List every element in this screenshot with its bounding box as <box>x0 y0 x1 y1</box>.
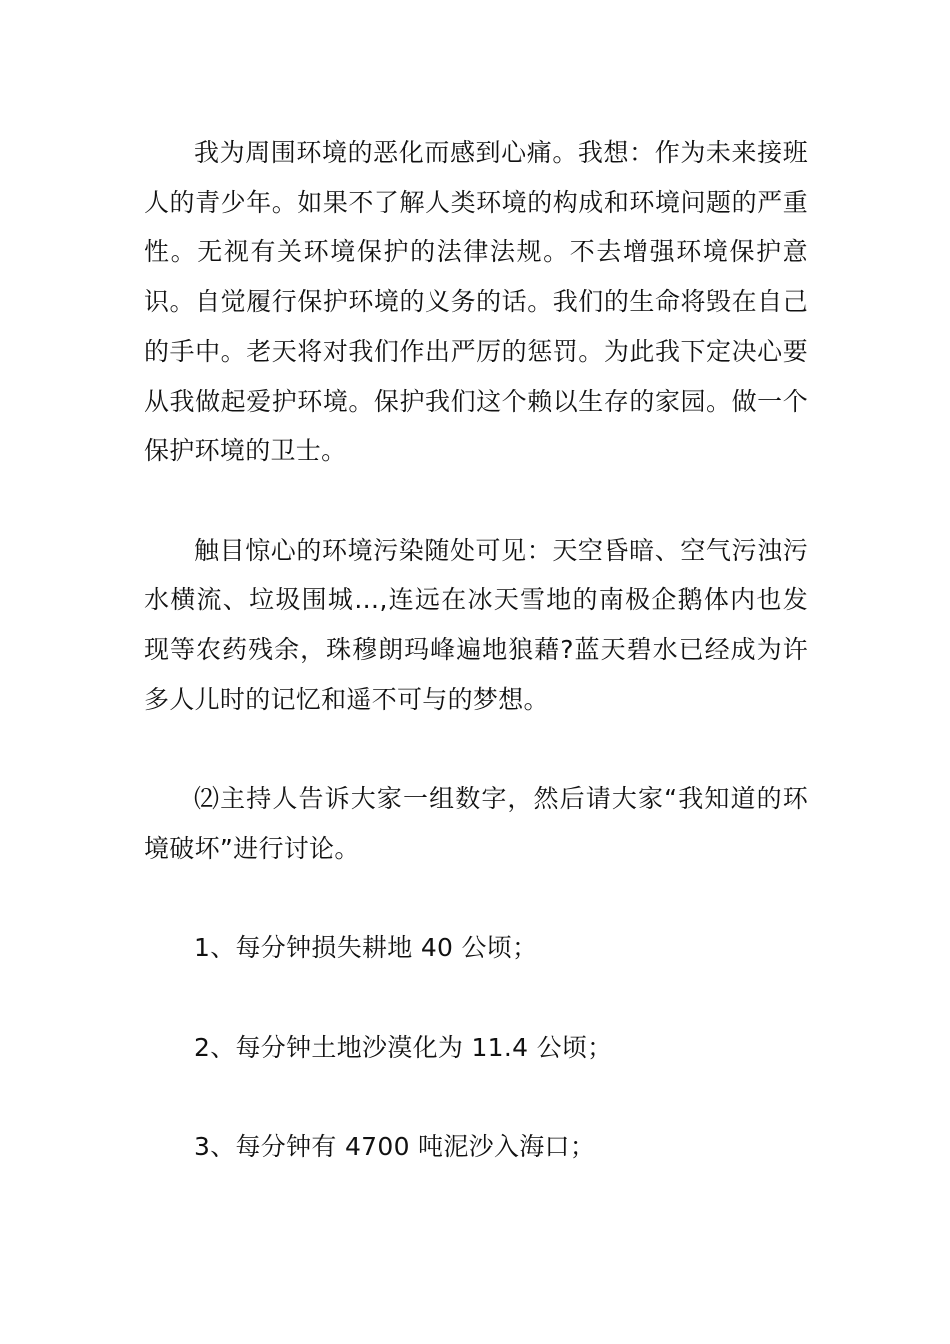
list-item-farmland-loss: 1、每分钟损失耕地 40 公顷； <box>194 933 538 963</box>
paragraph-spacer <box>144 973 808 1023</box>
paragraph-pollution-examples: 触目惊心的环境污染随处可见：天空昏暗、空气污浊污水横流、垃圾围城…,连远在冰天雪地的南极企鹅体内也发现等农药残余，珠穆朗玛峰遍地狼藉?蓝天碧水已经成为许多人儿时的记忆和遥不可与的梦想。 <box>144 535 808 714</box>
paragraph-spacer <box>144 476 808 526</box>
paragraph-spacer <box>144 1072 808 1122</box>
list-item-desertification: 2、每分钟土地沙漠化为 11.4 公顷； <box>194 1032 613 1062</box>
paragraph-host-discussion: ⑵主持人告诉大家一组数字，然后请大家“我知道的环境破坏”进行讨论。 <box>144 784 808 863</box>
list-item-sediment: 3、每分钟有 4700 吨泥沙入海口； <box>194 1131 596 1161</box>
paragraph-environment-concern: 我为周围环境的恶化而感到心痛。我想：作为未来接班人的青少年。如果不了解人类环境的构成和环境问题的严重性。无视有关环境保护的法律法规。不去增强环境保护意识。自觉履行保护环境的义务的话。我们的生命将毁在自己的手中。老天将对我们作出严厉的惩罚。为此我下定决心要从我做起爱护环境。保护我们这个赖以生存的家园。做一个保护环境的卫士。 <box>144 138 808 466</box>
paragraph-spacer <box>144 874 808 924</box>
document-body <box>144 128 808 1172</box>
paragraph-spacer <box>144 724 808 774</box>
